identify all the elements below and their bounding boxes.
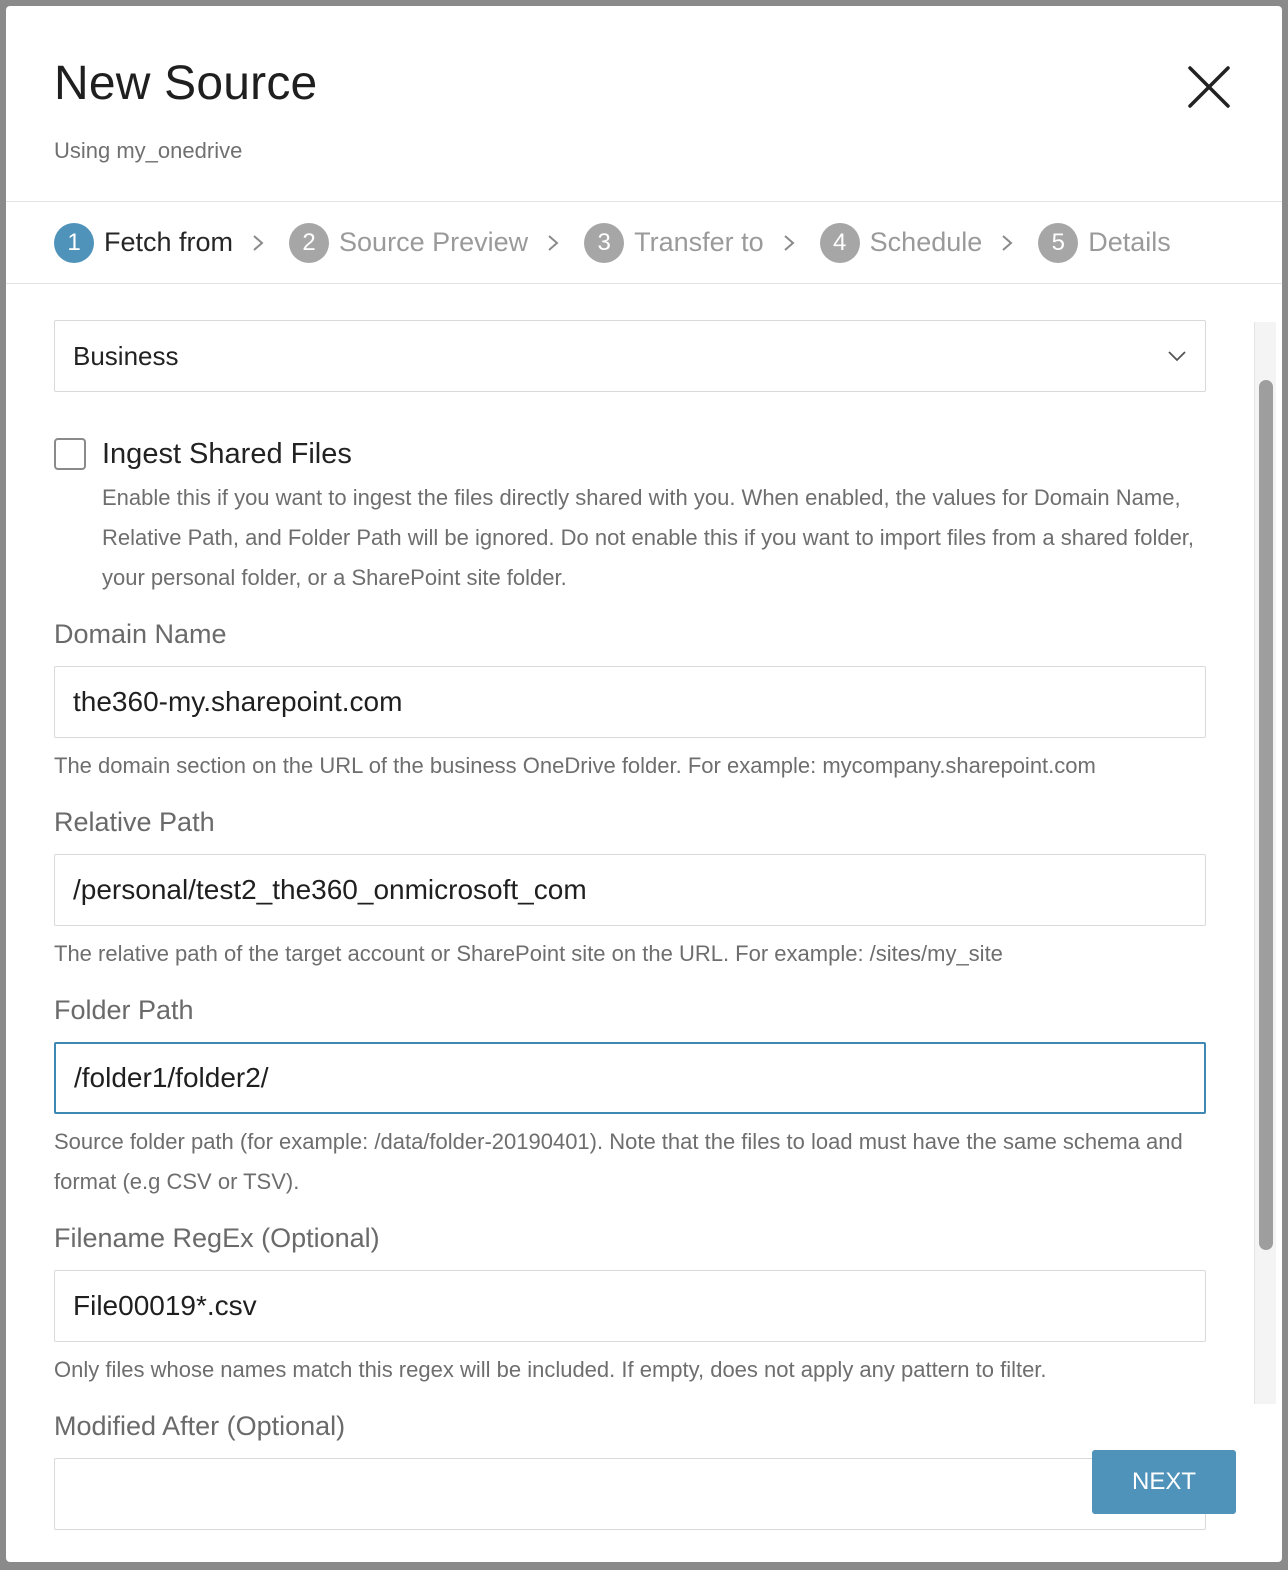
folder-path-label: Folder Path (54, 995, 194, 1025)
domain-name-label: Domain Name (54, 619, 227, 649)
domain-name-input[interactable]: the360-my.sharepoint.com (54, 666, 1206, 738)
folder-path-help: Source folder path (for example: /data/folder-20190401). Note that the files to load must have the same schema and format (e.g CSV or TSV). (54, 1129, 1183, 1194)
wizard-stepper (6, 202, 1282, 284)
step-number: 4 (820, 223, 860, 263)
filename-regex-help: Only files whose names match this regex will be included. If empty, does not apply any pattern to filter. (54, 1357, 1047, 1382)
step-number: 2 (289, 223, 329, 263)
step-schedule[interactable] (820, 223, 983, 263)
chevron-down-icon (1167, 350, 1187, 362)
chevron-right-icon (251, 234, 265, 252)
step-label: Source Preview (339, 227, 529, 257)
step-fetch-from[interactable] (54, 223, 233, 263)
step-source-preview[interactable] (289, 223, 528, 263)
account-type-select[interactable] (54, 320, 1206, 392)
modified-after-label: Modified After (Optional) (54, 1411, 346, 1441)
dialog-header (6, 6, 1282, 202)
relative-path-label: Relative Path (54, 807, 215, 837)
new-source-dialog (6, 6, 1282, 1562)
step-details[interactable] (1038, 223, 1171, 263)
scrollbar-thumb[interactable] (1259, 380, 1273, 1250)
filename-regex-input[interactable]: File00019*.csv (54, 1270, 1206, 1342)
step-transfer-to[interactable] (584, 223, 764, 263)
ingest-shared-files-help: Enable this if you want to ingest the files directly shared with you. When enabled, the values for Domain Name, Relative Path, and Folder Path will be ignored. Do not enable this if you want to import files from a shared folder, your personal folder, or a SharePoint site folder. (102, 485, 1195, 590)
chevron-right-icon (546, 234, 560, 252)
chevron-right-icon (1000, 234, 1014, 252)
domain-name-help: The domain section on the URL of the business OneDrive folder. For example: mycompany.sharepoint.com (54, 753, 1096, 778)
relative-path-input[interactable]: /personal/test2_the360_onmicrosoft_com (54, 854, 1206, 926)
dialog-footer (6, 1402, 1282, 1562)
dialog-title: New Source (54, 57, 318, 110)
close-icon (1184, 62, 1234, 112)
step-label: Schedule (869, 227, 983, 257)
account-type-value: Business (73, 340, 179, 371)
chevron-right-icon (782, 234, 796, 252)
ingest-shared-files-checkbox[interactable] (54, 438, 86, 470)
relative-path-help: The relative path of the target account or SharePoint site on the URL. For example: /sites/my_site (54, 941, 1003, 966)
step-label: Transfer to (634, 227, 764, 257)
form-scrollbar[interactable] (1254, 322, 1276, 1404)
step-label: Details (1088, 227, 1171, 257)
close-button[interactable] (1184, 62, 1234, 112)
step-number: 3 (584, 223, 624, 263)
next-button[interactable]: NEXT (1092, 1450, 1236, 1514)
ingest-shared-files-row (54, 436, 1206, 598)
step-number: 5 (1038, 223, 1078, 263)
form-content (54, 320, 1206, 1530)
dialog-subtitle: Using my_onedrive (54, 138, 243, 163)
step-label: Fetch from (104, 227, 234, 257)
form-body (6, 286, 1282, 1441)
filename-regex-label: Filename RegEx (Optional) (54, 1223, 380, 1253)
ingest-shared-files-label[interactable]: Ingest Shared Files (102, 438, 352, 470)
folder-path-input[interactable]: /folder1/folder2/ (54, 1042, 1206, 1114)
step-number: 1 (54, 223, 94, 263)
